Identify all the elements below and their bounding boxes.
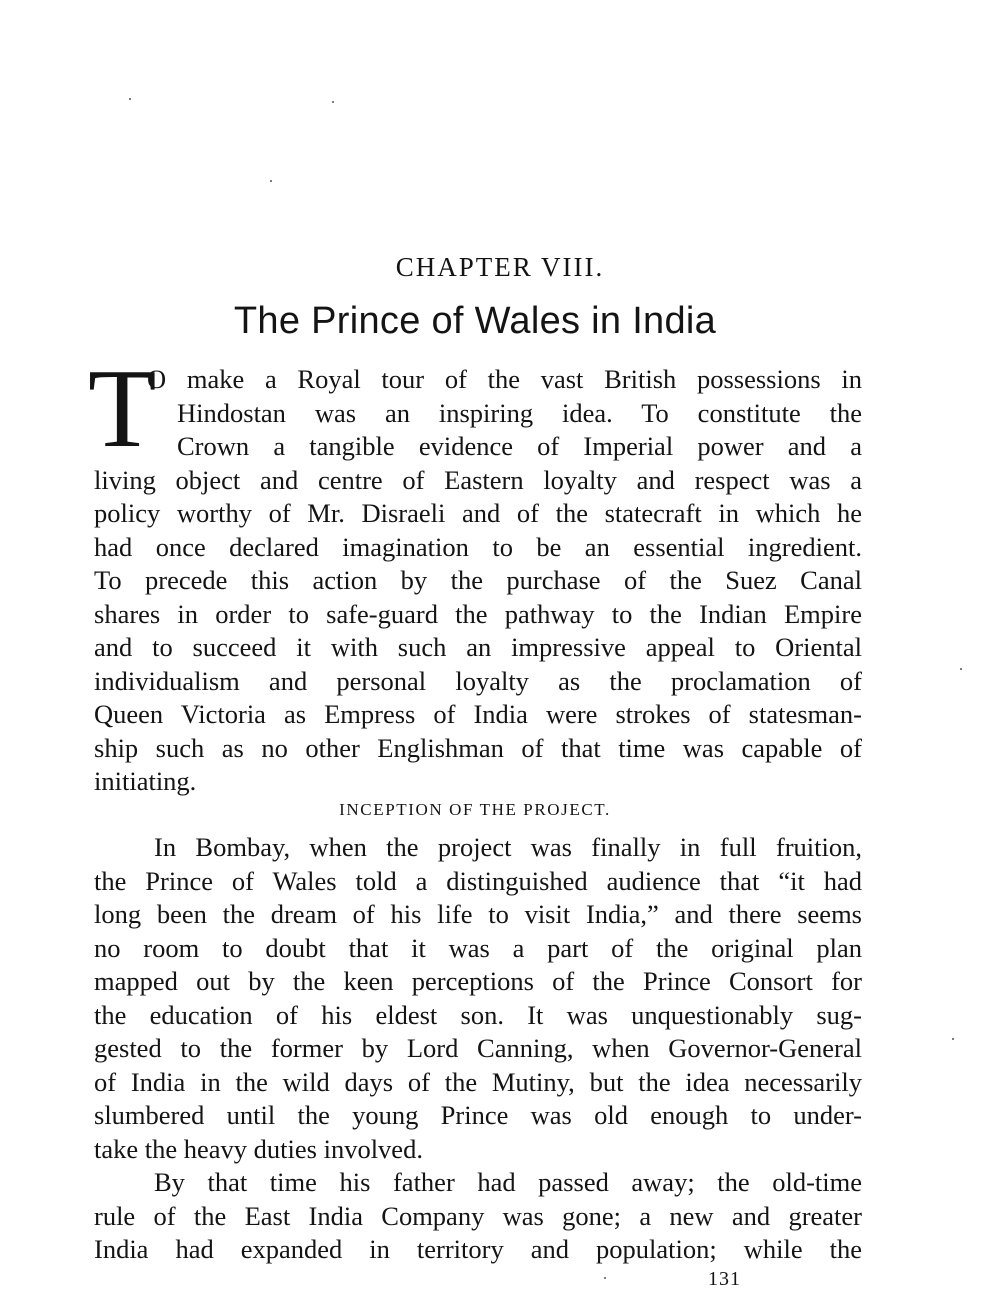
chapter-title: The Prince of Wales in India (233, 300, 717, 342)
text-line: mapped out by the keen perceptions of the Prince Consort for (94, 966, 862, 996)
paper-speck (952, 1038, 954, 1040)
text-line: In Bombay, when the project was finally in full fruition, (154, 832, 862, 862)
section-heading: INCEPTION OF THE PROJECT. (339, 800, 611, 819)
text-line: slumbered until the young Prince was old enough to under- (94, 1100, 862, 1130)
paper-speck (129, 98, 131, 100)
text-line: had once declared imagination to be an essential ingredient. (94, 532, 862, 562)
text-line: initiating. (94, 766, 197, 796)
text-line: gested to the former by Lord Canning, when Governor-General (94, 1033, 862, 1063)
text-line: rule of the East India Company was gone; a new and greater (94, 1201, 862, 1231)
chapter-label: CHAPTER VIII. (395, 252, 605, 282)
text-line: shares in order to safe-guard the pathway to the Indian Empire (94, 599, 862, 629)
paper-speck (270, 180, 272, 182)
text-line: By that time his father had passed away; the old-time (154, 1167, 862, 1197)
text-line: the Prince of Wales told a distinguished audience that “it had (94, 866, 862, 896)
text-line: of India in the wild days of the Mutiny, but the idea necessarily (94, 1067, 862, 1097)
paper-speck (332, 101, 334, 103)
drop-cap: T (88, 347, 157, 471)
text-line: Crown a tangible evidence of Imperial power and a (177, 431, 862, 461)
text-line: India had expanded in territory and population; while the (94, 1234, 862, 1264)
text-line: O make a Royal tour of the vast British possessions in (147, 364, 862, 394)
text-line: individualism and personal loyalty as the proclamation of (94, 666, 862, 696)
text-line: long been the dream of his life to visit India,” and there seems (94, 899, 862, 929)
text-line: Hindostan was an inspiring idea. To constitute the (177, 398, 862, 428)
text-line: living object and centre of Eastern loyalty and respect was a (94, 465, 862, 495)
paper-speck (960, 668, 962, 670)
paper-speck (604, 1277, 606, 1279)
text-line: the education of his eldest son. It was unquestionably sug- (94, 1000, 862, 1030)
text-line: no room to doubt that it was a part of the original plan (94, 933, 862, 963)
text-line: and to succeed it with such an impressive appeal to Oriental (94, 632, 862, 662)
page-number: 131 (708, 1268, 741, 1290)
text-line: ship such as no other Englishman of that time was capable of (94, 733, 862, 763)
text-line: take the heavy duties involved. (94, 1134, 423, 1164)
text-line: Queen Victoria as Empress of India were strokes of statesman- (94, 699, 862, 729)
text-line: policy worthy of Mr. Disraeli and of the statecraft in which he (94, 498, 862, 528)
text-line: To precede this action by the purchase of the Suez Canal (94, 565, 862, 595)
